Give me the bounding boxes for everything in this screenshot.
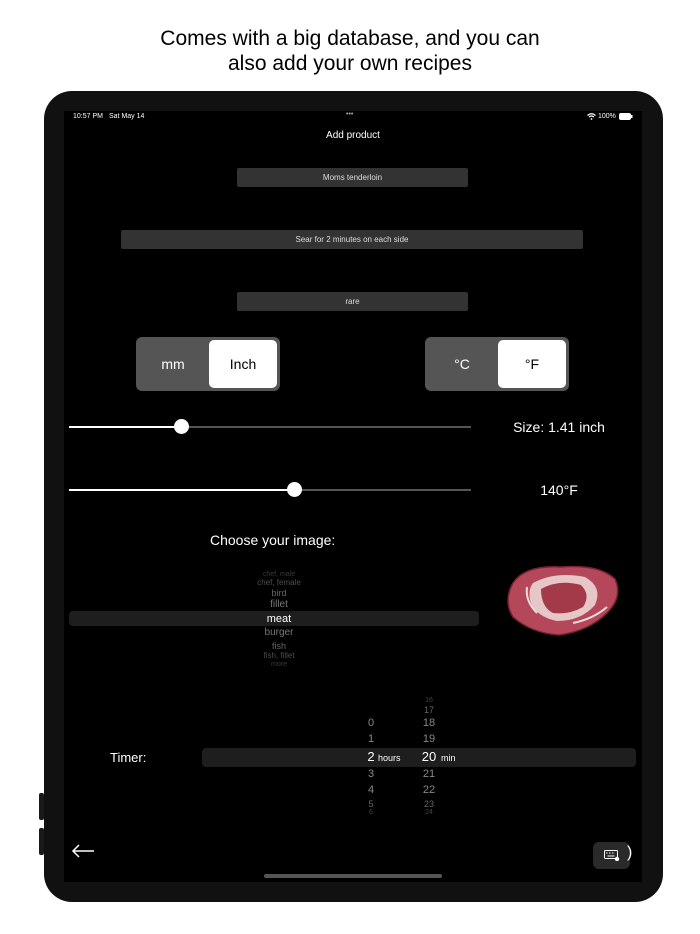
- caption: [0, 26, 700, 76]
- instructions-field[interactable]: Sear for 2 minutes on each side: [121, 230, 583, 249]
- picker-item[interactable]: bird: [271, 588, 287, 598]
- status-time: 10:57 PM: [73, 113, 103, 120]
- hours-picker[interactable]: [356, 711, 386, 821]
- choose-image-label: Choose your image:: [210, 532, 336, 548]
- hours-selected[interactable]: 2: [367, 749, 375, 764]
- picker-item[interactable]: more: [271, 661, 287, 668]
- minutes-picker[interactable]: [414, 694, 444, 824]
- minutes-option[interactable]: 23: [423, 799, 434, 809]
- unit-toggle: [136, 337, 280, 391]
- minutes-unit-label: min: [441, 753, 456, 763]
- doneness-field[interactable]: rare: [237, 292, 468, 311]
- minutes-option[interactable]: 16: [425, 697, 433, 704]
- hours-option[interactable]: 3: [367, 768, 375, 780]
- volume-up-button: [39, 793, 44, 820]
- picker-item[interactable]: fillet: [270, 599, 288, 610]
- app-screen: [64, 111, 642, 882]
- minutes-option[interactable]: 17: [423, 705, 434, 715]
- hours-option[interactable]: 0: [367, 717, 375, 729]
- image-picker[interactable]: [69, 566, 489, 670]
- temperature-label: 140°F: [540, 482, 578, 498]
- hours-option[interactable]: 4: [367, 784, 375, 796]
- hours-option[interactable]: 6: [369, 809, 373, 816]
- minutes-option[interactable]: 21: [422, 768, 436, 780]
- keyboard-button[interactable]: [593, 842, 633, 869]
- back-arrow-icon[interactable]: [71, 843, 95, 859]
- caption-line-2: also add your own recipes: [228, 52, 472, 75]
- temperature-slider-fill: [69, 489, 294, 491]
- home-indicator[interactable]: [264, 874, 442, 878]
- hours-option[interactable]: 5: [368, 799, 374, 809]
- minutes-option[interactable]: 18: [422, 717, 436, 729]
- temp-option-celsius[interactable]: °C: [454, 356, 470, 372]
- picker-item[interactable]: burger: [264, 627, 294, 638]
- size-slider-fill: [69, 426, 182, 428]
- hours-option[interactable]: 1: [367, 733, 375, 745]
- unit-option-mm[interactable]: mm: [161, 356, 185, 372]
- stage-edge-icon: ): [627, 844, 633, 861]
- size-label: Size: 1.41 inch: [513, 419, 605, 435]
- minutes-option[interactable]: 19: [422, 733, 436, 745]
- picker-item-selected[interactable]: meat: [266, 613, 292, 625]
- minutes-option[interactable]: 24: [425, 809, 433, 816]
- picker-item[interactable]: fish: [271, 641, 286, 651]
- multitask-dots[interactable]: •••: [346, 111, 354, 118]
- picker-item[interactable]: chef, female: [257, 578, 301, 587]
- battery-percent: 100%: [598, 113, 616, 120]
- timer-label: Timer:: [110, 750, 147, 765]
- temp-option-fahrenheit[interactable]: °F: [498, 340, 566, 388]
- caption-line-1: Comes with a big database, and you can: [160, 27, 540, 50]
- minutes-option[interactable]: 22: [422, 784, 436, 796]
- wifi-icon: [587, 113, 596, 120]
- volume-down-button: [39, 828, 44, 855]
- picker-item[interactable]: chef, male: [262, 571, 296, 578]
- minutes-selected[interactable]: 20: [421, 749, 437, 764]
- page-title: Add product: [326, 130, 380, 141]
- product-name-field[interactable]: Moms tenderloin: [237, 168, 468, 187]
- battery-icon: [619, 113, 633, 120]
- temperature-slider-thumb[interactable]: [287, 482, 302, 497]
- keyboard-icon: [604, 850, 620, 861]
- meat-image: [503, 561, 623, 639]
- status-date: Sat May 14: [109, 113, 145, 120]
- size-slider-thumb[interactable]: [174, 419, 189, 434]
- picker-item[interactable]: fish, fillet: [263, 651, 295, 660]
- unit-option-inch[interactable]: Inch: [209, 340, 277, 388]
- temperature-unit-toggle: [425, 337, 569, 391]
- hours-unit-label: hours: [378, 753, 401, 763]
